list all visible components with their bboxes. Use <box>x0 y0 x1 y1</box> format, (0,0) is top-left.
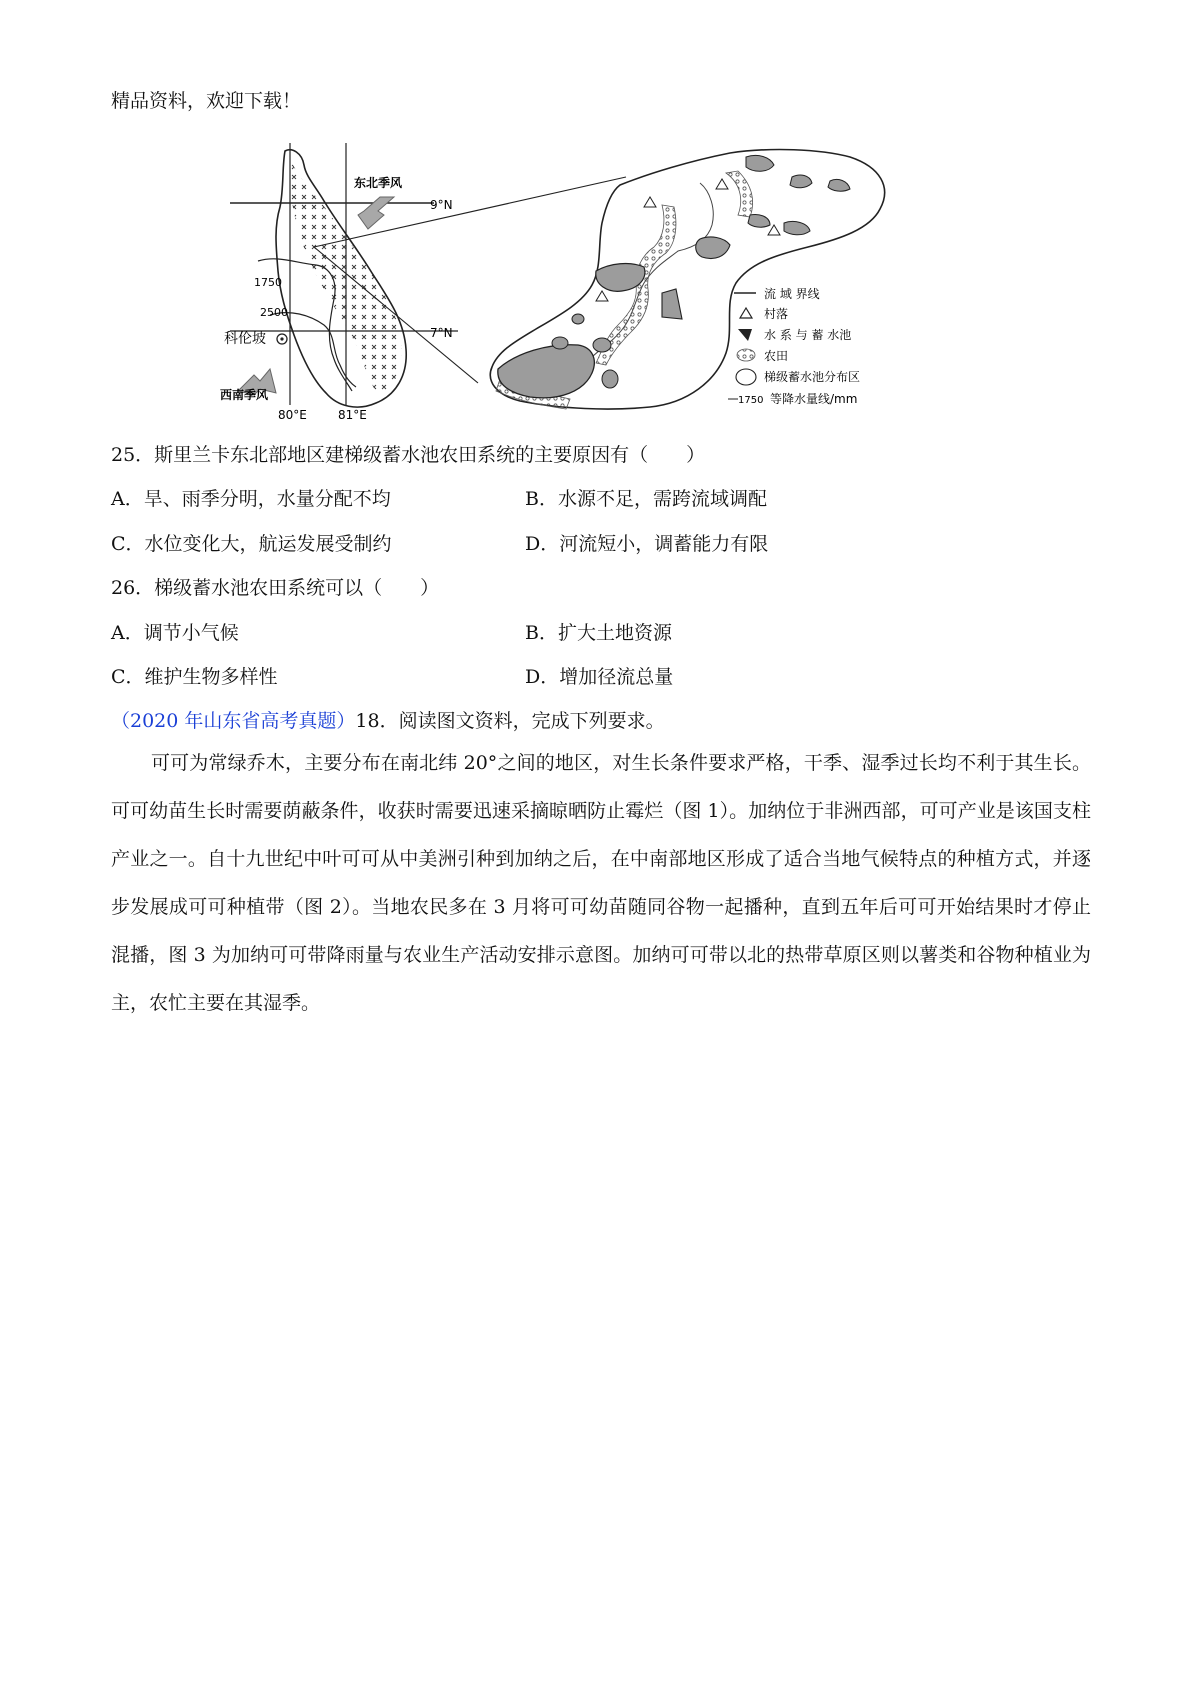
question-25-option-d: D．河流短小，调蓄能力有限 <box>525 533 769 555</box>
question-26-option-b: B．扩大土地资源 <box>525 622 672 644</box>
question-25-option-c: C．水位变化大，航运发展受制约 <box>111 533 392 555</box>
ne-monsoon-label: 东北季风 <box>354 176 403 190</box>
page-header: 精品资料，欢迎下载！ <box>111 90 302 112</box>
legend-village-symbol <box>740 308 752 318</box>
pond-1 <box>552 337 568 349</box>
legend-farmland: 农田 <box>764 349 789 363</box>
question-25-option-b: B．水源不足，需跨流域调配 <box>525 488 767 510</box>
isohyet-1750-label: 1750 <box>254 276 282 289</box>
question-18-heading <box>111 706 665 733</box>
question-25-stem: 25．斯里兰卡东北部地区建梯级蓄水池农田系统的主要原因有（ ） <box>111 444 706 466</box>
latitude-7n-label: 7°N <box>430 326 453 340</box>
ne-monsoon-arrow <box>358 197 394 229</box>
legend-boundary: 流 域 界线 <box>764 287 820 301</box>
colombo-marker-dot <box>280 337 283 340</box>
question-26-option-a: A．调节小气候 <box>111 622 239 644</box>
question-26-stem: 26．梯级蓄水池农田系统可以（ ） <box>111 577 440 599</box>
colombo-label: 科伦坡 <box>224 331 266 347</box>
legend-distribution: 梯级蓄水池分布区 <box>764 370 861 384</box>
question-25-option-a: A．旱、雨季分明，水量分配不均 <box>111 488 391 510</box>
longitude-80e-label: 80°E <box>278 408 307 422</box>
sw-monsoon-label: 西南季风 <box>220 388 269 402</box>
pond-4 <box>572 314 584 324</box>
question-26-option-c: C．维护生物多样性 <box>111 666 278 688</box>
legend-isohyet-value: 1750 <box>738 395 764 406</box>
legend-distribution-symbol <box>736 369 756 385</box>
question-18-paragraph: 可可为常绿乔木，主要分布在南北纬 20°之间的地区，对生长条件要求严格，干季、湿季过长均不利于其生长。可可幼苗生长时需要荫蔽条件，收获时需要迅速采摘晾晒防止霉烂（图 1）。加纳位于非洲西部，可可产业是该国支柱产业之一。自十九世纪中叶可可从中美洲引种到加纳之后，在中南部地区形成了适合当地气候特点的种植方式，并逐步发展成可可种植带（图 2）。当地农民多在 3 月将可可幼苗随同谷物一起播种，直到五年后可可开始结果时才停止混播，图 3 为加纳可可带降雨量与农业生产活动安排示意图。加纳可可带以北的热带草原区则以薯类和谷物种植业为主，农忙主要在其湿季。 <box>111 752 1091 1014</box>
question-18-stem: 18．阅读图文资料，完成下列要求。 <box>355 710 665 732</box>
question-18-material <box>111 739 1091 1027</box>
legend-isohyet: 等降水量线/mm <box>770 392 858 406</box>
pond-3 <box>602 370 618 388</box>
question-18-source: （2020 年山东省高考真题） <box>111 710 356 732</box>
map-legend <box>728 286 860 406</box>
legend-water-reservoir: 水 系 与 蓄 水池 <box>764 328 852 342</box>
sri-lanka-map <box>220 143 458 422</box>
latitude-9n-label: 9°N <box>430 198 453 212</box>
isohyet-2500-label: 2500 <box>260 306 288 319</box>
legend-reservoir-symbol <box>738 329 752 341</box>
question-26-option-d: D．增加径流总量 <box>525 666 674 688</box>
pond-2 <box>593 338 611 352</box>
legend-farmland-symbol <box>737 349 755 361</box>
legend-village: 村落 <box>764 307 789 321</box>
figure-sri-lanka-reservoir-map <box>220 143 960 453</box>
longitude-81e-label: 81°E <box>338 408 367 422</box>
